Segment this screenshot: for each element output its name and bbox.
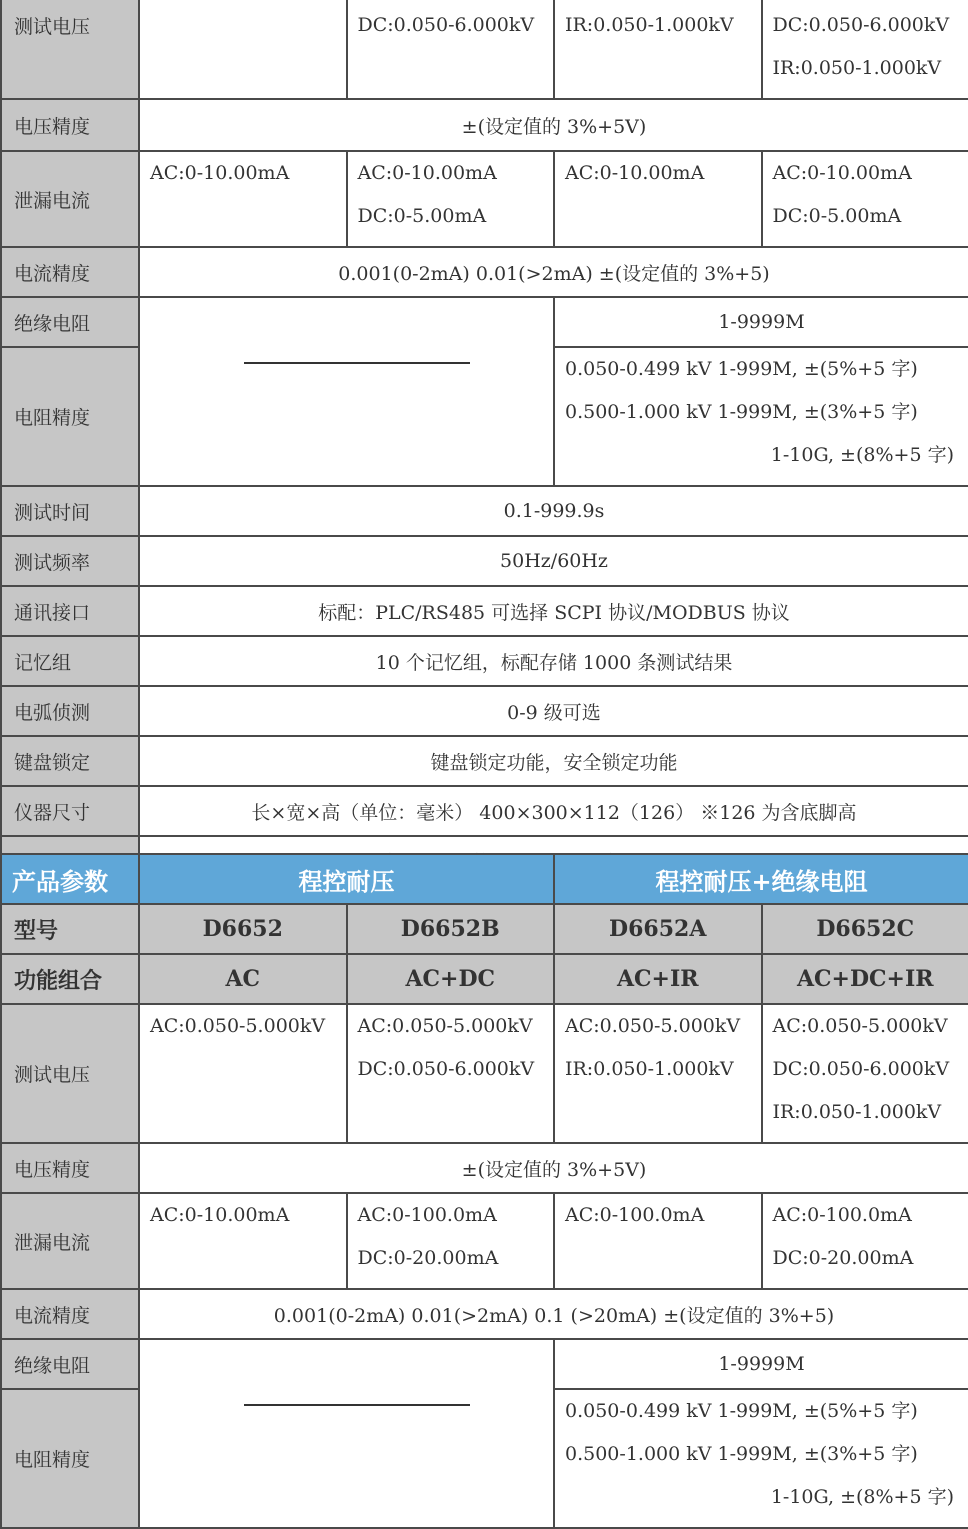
- row-label: 电流精度: [1, 1289, 139, 1339]
- row-memory: [1, 636, 968, 686]
- row-label: 型号: [1, 904, 139, 954]
- value-line: 0.050-0.499 kV 1-999M, ±(5%+5 字): [565, 356, 954, 399]
- row-header: [1, 854, 968, 904]
- value-cell: [554, 347, 968, 486]
- value-cell: 长×宽×高（单位：毫米） 400×300×112（126） ※126 为含底脚高: [139, 786, 968, 836]
- model-cell: D6652A: [554, 904, 762, 954]
- row-voltage-accuracy: [1, 99, 968, 151]
- row-label: 绝缘电阻: [1, 297, 139, 347]
- value-line: IR:0.050-1.000kV: [773, 55, 968, 98]
- value-cell: 0.1-999.9s: [139, 486, 968, 536]
- value-line: AC:0-10.00mA: [565, 160, 761, 203]
- value-cell: 50Hz/60Hz: [139, 536, 968, 586]
- value-line: DC:0-20.00mA: [358, 1245, 554, 1288]
- value-cell: [762, 0, 968, 99]
- value-line: AC:0.050-5.000kV: [150, 1013, 346, 1056]
- value-cell: [762, 1193, 968, 1289]
- row-current-accuracy: [1, 1289, 968, 1339]
- value-line: 0.050-0.499 kV 1-999M, ±(5%+5 字): [565, 1398, 954, 1441]
- row-voltage-accuracy: [1, 1143, 968, 1193]
- value-cell: [139, 1193, 347, 1289]
- function-cell: AC: [139, 954, 347, 1004]
- value-cell: [347, 151, 555, 247]
- row-label: 电流精度: [1, 247, 139, 297]
- row-label: 功能组合: [1, 954, 139, 1004]
- value-line: 0.500-1.000 kV 1-999M, ±(3%+5 字): [565, 399, 954, 442]
- row-models: [1, 904, 968, 954]
- value-line: AC:0.050-5.000kV: [773, 1013, 968, 1056]
- row-functions: [1, 954, 968, 1004]
- value-cell: [762, 1004, 968, 1143]
- value-cell: [347, 0, 555, 99]
- row-leakage-current: [1, 151, 968, 247]
- header-label: 产品参数: [1, 854, 139, 904]
- value-line: DC:0-5.00mA: [773, 203, 968, 246]
- value-cell: [139, 1004, 347, 1143]
- empty-cell: [139, 0, 347, 99]
- value-cell: [139, 151, 347, 247]
- value-cell: [554, 0, 762, 99]
- row-insulation-resistance: [1, 1339, 968, 1389]
- value-cell: [762, 151, 968, 247]
- value-line: AC:0-100.0mA: [358, 1202, 554, 1245]
- function-cell: AC+IR: [554, 954, 762, 1004]
- row-label: 键盘锁定: [1, 736, 139, 786]
- value-cell: ±(设定值的 3%+5V): [139, 1143, 968, 1193]
- value-line: AC:0-100.0mA: [773, 1202, 968, 1245]
- value-line: 1-10G, ±(8%+5 字): [565, 442, 954, 485]
- row-test-voltage: [1, 0, 968, 99]
- row-label: 记忆组: [1, 636, 139, 686]
- value-line: IR:0.050-1.000kV: [565, 12, 761, 55]
- value-line: AC:0-10.00mA: [358, 160, 554, 203]
- value-cell: 0-9 级可选: [139, 686, 968, 736]
- value-cell: 10 个记忆组，标配存储 1000 条测试结果: [139, 636, 968, 686]
- row-label: 电压精度: [1, 99, 139, 151]
- row-label: 测试电压: [1, 0, 139, 99]
- value-cell: [347, 1193, 555, 1289]
- value-line: DC:0.050-6.000kV: [773, 12, 968, 55]
- value-line: AC:0.050-5.000kV: [358, 1013, 554, 1056]
- value-cell: 标配：PLC/RS485 可选择 SCPI 协议/MODBUS 协议: [139, 586, 968, 636]
- value-line: DC:0-5.00mA: [358, 203, 554, 246]
- value-cell: ±(设定值的 3%+5V): [139, 99, 968, 151]
- spec-table-2: [0, 853, 968, 1529]
- value-cell: 1-9999M: [554, 1339, 968, 1389]
- value-cell: 键盘锁定功能，安全锁定功能: [139, 736, 968, 786]
- row-test-voltage: [1, 1004, 968, 1143]
- row-keyboard-lock: [1, 736, 968, 786]
- value-cell: 0.001(0-2mA) 0.01(>2mA) 0.1 (>20mA) ±(设定值的 3%+5): [139, 1289, 968, 1339]
- row-test-frequency: [1, 536, 968, 586]
- value-line: IR:0.050-1.000kV: [565, 1056, 761, 1099]
- row-interface: [1, 586, 968, 636]
- model-cell: D6652C: [762, 904, 968, 954]
- dash-line: [244, 362, 470, 364]
- value-line: AC:0.050-5.000kV: [565, 1013, 761, 1056]
- value-line: 0.500-1.000 kV 1-999M, ±(3%+5 字): [565, 1441, 954, 1484]
- row-arc-detection: [1, 686, 968, 736]
- value-line: AC:0-10.00mA: [773, 160, 968, 203]
- row-label: 电阻精度: [1, 1389, 139, 1528]
- row-label: 电阻精度: [1, 347, 139, 486]
- row-label: 通讯接口: [1, 586, 139, 636]
- row-label: 测试频率: [1, 536, 139, 586]
- value-line: 1-10G, ±(8%+5 字): [565, 1484, 954, 1527]
- value-line: DC:0.050-6.000kV: [358, 1056, 554, 1099]
- value-line: AC:0-10.00mA: [150, 160, 346, 203]
- row-label: 泄漏电流: [1, 151, 139, 247]
- value-cell: [554, 1193, 762, 1289]
- row-dimensions: [1, 786, 968, 836]
- row-label: 测试电压: [1, 1004, 139, 1143]
- row-label: 测试时间: [1, 486, 139, 536]
- row-leakage-current: [1, 1193, 968, 1289]
- row-label: 电弧侦测: [1, 686, 139, 736]
- row-label: 仪器尺寸: [1, 786, 139, 836]
- value-line: DC:0-20.00mA: [773, 1245, 968, 1288]
- value-cell: 0.001(0-2mA) 0.01(>2mA) ±(设定值的 3%+5): [139, 247, 968, 297]
- function-cell: AC+DC+IR: [762, 954, 968, 1004]
- value-line: AC:0-10.00mA: [150, 1202, 346, 1245]
- row-test-time: [1, 486, 968, 536]
- value-line: IR:0.050-1.000kV: [773, 1099, 968, 1142]
- group-header-withstand: 程控耐压: [139, 854, 554, 904]
- function-cell: AC+DC: [347, 954, 555, 1004]
- value-cell: [554, 151, 762, 247]
- value-line: DC:0.050-6.000kV: [773, 1056, 968, 1099]
- row-current-accuracy: [1, 247, 968, 297]
- row-label: 电压精度: [1, 1143, 139, 1193]
- value-line: AC:0-100.0mA: [565, 1202, 761, 1245]
- model-cell: D6652: [139, 904, 347, 954]
- dash-line: [244, 1404, 470, 1406]
- group-header-withstand-ir: 程控耐压+绝缘电阻: [554, 854, 968, 904]
- row-insulation-resistance: [1, 297, 968, 347]
- value-cell: [554, 1004, 762, 1143]
- row-label: 泄漏电流: [1, 1193, 139, 1289]
- model-cell: D6652B: [347, 904, 555, 954]
- row-label: 绝缘电阻: [1, 1339, 139, 1389]
- value-cell: 1-9999M: [554, 297, 968, 347]
- value-cell: [347, 1004, 555, 1143]
- value-cell: [554, 1389, 968, 1528]
- not-applicable-cell: [139, 297, 554, 486]
- value-line: DC:0.050-6.000kV: [358, 12, 554, 55]
